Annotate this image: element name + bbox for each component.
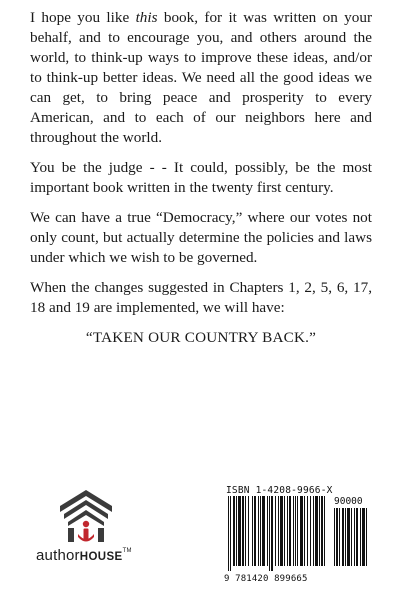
closing-quote: “TAKEN OUR COUNTRY BACK.” <box>85 329 317 346</box>
authorhouse-arch-icon <box>58 488 114 544</box>
publisher-logo <box>36 488 156 568</box>
publisher-name-suffix: HOUSE <box>79 551 123 563</box>
intro-text-start: I hope you like <box>30 9 136 26</box>
paragraph-intro <box>30 8 372 148</box>
paragraph-judge: You be the judge - - It could, possibly, be the most important book written in the twenty first century. <box>30 159 372 196</box>
trademark-symbol: TM <box>122 548 132 554</box>
ean-barcode <box>228 496 326 572</box>
publisher-name <box>36 547 132 564</box>
intro-text-end: book, for it was written on your behalf, and to encourage you, and others around the world, to think-up ways to improve these ideas, and/or to think-up better ideas. We need all the good ideas we can get, to bring peace and prosperity to every American, and to each of our neighbors here and throughout the world. <box>30 9 372 146</box>
price-code: 90000 <box>334 496 363 507</box>
back-cover-text <box>30 8 372 348</box>
intro-text-emphasis: this <box>135 9 158 26</box>
addon-barcode <box>334 508 372 572</box>
ean-digits: 9 781420 899665 <box>224 574 308 584</box>
isbn-label: ISBN 1-4208-9966-X <box>226 485 333 496</box>
paragraph-chapters: When the changes suggested in Chapters 1, 2, 5, 6, 17, 18 and 19 are implemented, we will have: <box>30 279 372 316</box>
publisher-name-prefix: author <box>36 547 80 564</box>
paragraph-democracy: We can have a true “Democracy,” where our votes not only count, but actually determine the policies and laws under which we wish to be governed. <box>30 209 372 266</box>
